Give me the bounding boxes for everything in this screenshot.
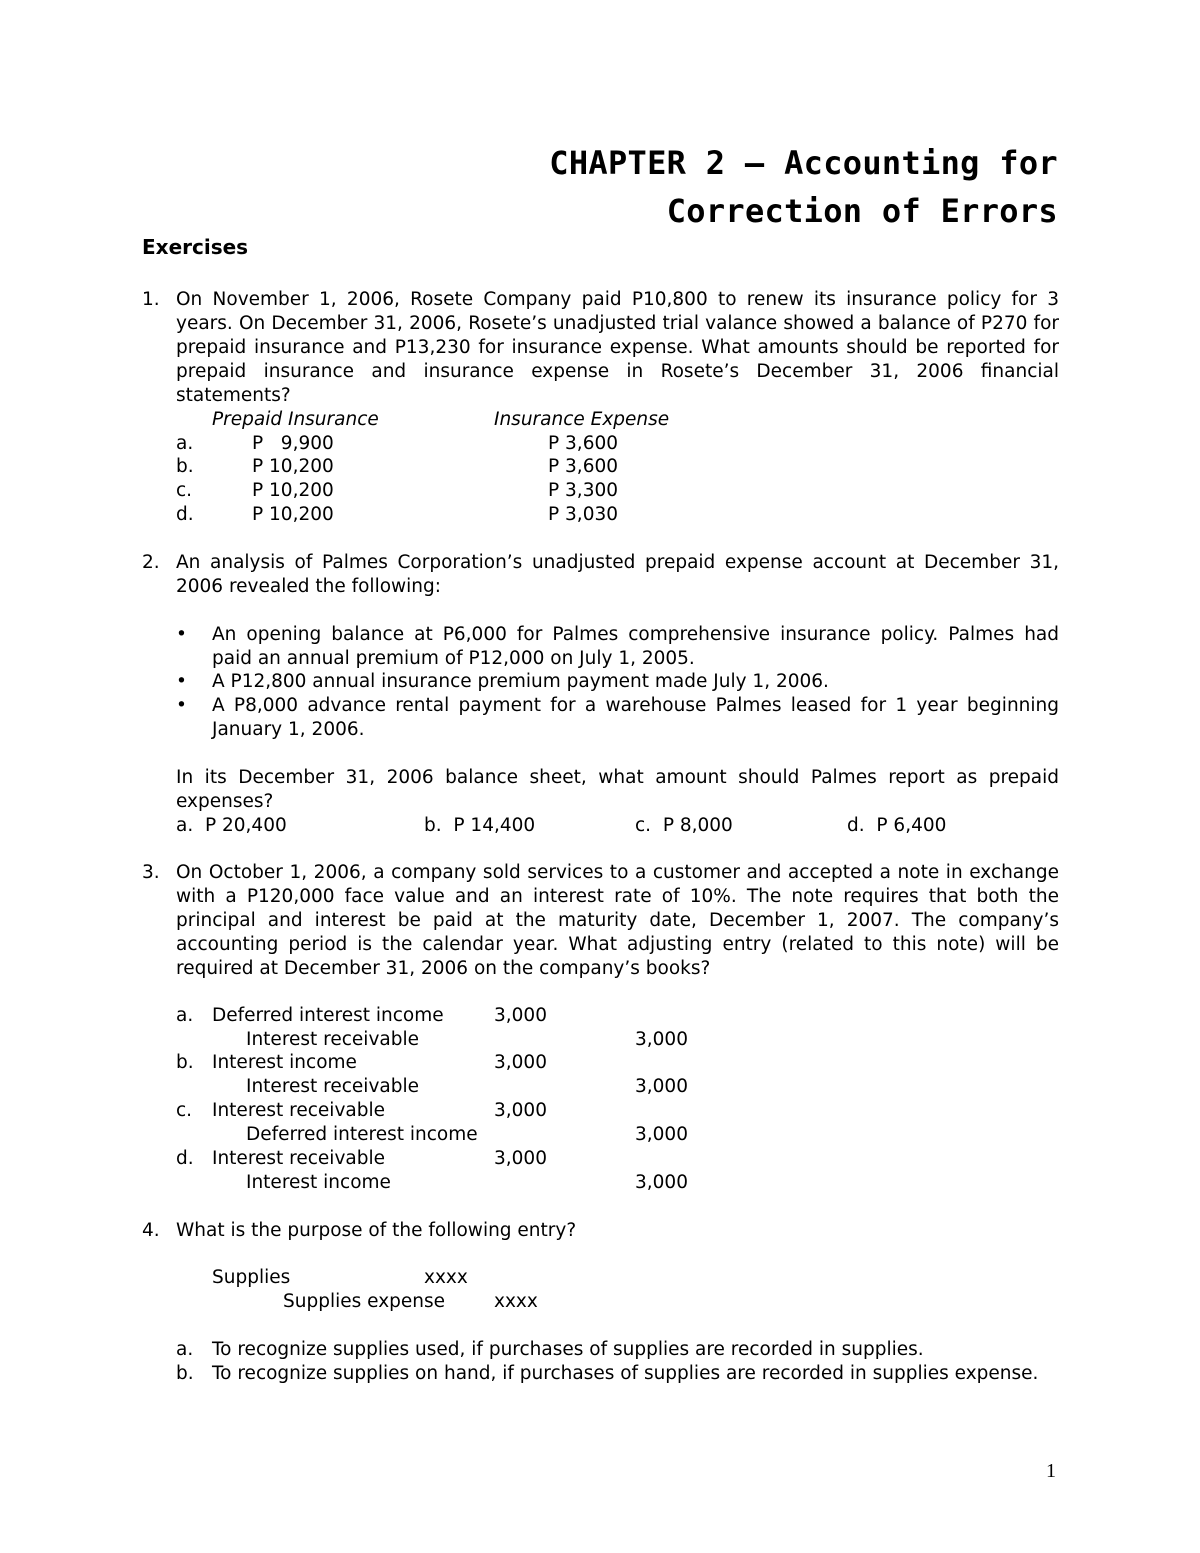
q2-option: b. P 14,400: [424, 815, 536, 836]
q3-option-letter: a.: [176, 1005, 194, 1026]
q1-col2-header: Insurance Expense: [494, 409, 670, 430]
page-number: 1: [1046, 1460, 1056, 1482]
q3-credit-account: Interest receivable: [246, 1029, 419, 1050]
q2-option: a. P 20,400: [176, 815, 287, 836]
bullet-icon: •: [176, 695, 187, 716]
q3-number: 3.: [142, 862, 160, 883]
q4-option-letter: a.: [176, 1339, 194, 1360]
q3-credit-amount: 3,000: [635, 1124, 688, 1145]
q2-bullet: An opening balance at P6,000 for Palmes comprehensive insurance policy. Palmes had paid an annual premium of P12,000 on July 1, 2005.: [212, 624, 1059, 669]
q2-intro: An analysis of Palmes Corporation’s unadjusted prepaid expense account at December 31, 2006 revealed the following:: [176, 552, 1059, 597]
q1-col1-header: Prepaid Insurance: [212, 409, 379, 430]
q3-credit-amount: 3,000: [635, 1076, 688, 1097]
q3-credit-account: Deferred interest income: [246, 1124, 478, 1145]
q3-text: On October 1, 2006, a company sold services to a customer and accepted a note in exchange with a P120,000 face value and an interest rate of 10%. The note requires that both the principal and interest be paid at the maturity date, December 1, 2007. The company’s accounting period is the calendar year. What adjusting entry (related to this note) will be required at December 31, 2006 on the company’s books?: [176, 862, 1059, 979]
q1-number: 1.: [142, 289, 160, 310]
q1-option-prepaid: P 10,200: [252, 480, 334, 501]
q1-text: On November 1, 2006, Rosete Company paid P10,800 to renew its insurance policy for 3 years. On December 31, 2006, Rosete’s unadjusted trial valance showed a balance of P270 for prepaid insurance and P13,230 for insurance expense. What amounts should be reported for prepaid insurance and insurance expense in Rosete’s December 31, 2006 financial statements?: [176, 289, 1059, 406]
q3-debit-account: Interest receivable: [212, 1148, 385, 1169]
q4-number: 4.: [142, 1220, 160, 1241]
q4-entry-credit-amount: xxxx: [494, 1291, 538, 1312]
q3-option-letter: b.: [176, 1052, 194, 1073]
q3-debit-amount: 3,000: [494, 1100, 547, 1121]
q2-option: c. P 8,000: [635, 815, 733, 836]
q3-debit-amount: 3,000: [494, 1052, 547, 1073]
q4-text: What is the purpose of the following entry?: [176, 1220, 577, 1241]
q1-option-letter: b.: [176, 456, 194, 477]
q2-bullet: A P8,000 advance rental payment for a warehouse Palmes leased for 1 year beginning January 1, 2006.: [212, 695, 1059, 740]
q1-option-expense: P 3,600: [548, 456, 618, 477]
q1-option-letter: a.: [176, 433, 194, 454]
chapter-title-line-2: Correction of Errors: [666, 192, 1058, 230]
q4-entry-credit-account: Supplies expense: [283, 1291, 446, 1312]
q4-entry-debit-amount: xxxx: [424, 1267, 468, 1288]
chapter-title-line-1: CHAPTER 2 – Accounting for: [549, 144, 1058, 182]
q3-debit-amount: 3,000: [494, 1005, 547, 1026]
q1-option-prepaid: P 10,200: [252, 456, 334, 477]
q1-option-expense: P 3,300: [548, 480, 618, 501]
q3-option-letter: c.: [176, 1100, 193, 1121]
bullet-icon: •: [176, 671, 187, 692]
q1-option-expense: P 3,030: [548, 504, 618, 525]
bullet-icon: •: [176, 624, 187, 645]
q2-question: In its December 31, 2006 balance sheet, what amount should Palmes report as prepaid expenses?: [176, 767, 1059, 812]
q3-debit-account: Interest income: [212, 1052, 357, 1073]
q3-credit-account: Interest receivable: [246, 1076, 419, 1097]
q3-debit-account: Interest receivable: [212, 1100, 385, 1121]
q2-number: 2.: [142, 552, 160, 573]
q3-option-letter: d.: [176, 1148, 194, 1169]
q1-option-letter: c.: [176, 480, 193, 501]
section-heading: Exercises: [142, 235, 249, 259]
q3-debit-account: Deferred interest income: [212, 1005, 444, 1026]
q2-option: d. P 6,400: [847, 815, 947, 836]
q3-debit-amount: 3,000: [494, 1148, 547, 1169]
q1-option-prepaid: P 10,200: [252, 504, 334, 525]
q3-credit-amount: 3,000: [635, 1172, 688, 1193]
q4-entry-debit-account: Supplies: [212, 1267, 291, 1288]
q1-option-prepaid: P 9,900: [252, 433, 334, 454]
q3-credit-amount: 3,000: [635, 1029, 688, 1050]
q1-option-letter: d.: [176, 504, 194, 525]
q4-option-text: To recognize supplies on hand, if purchases of supplies are recorded in supplies expense.: [212, 1363, 1039, 1384]
q3-credit-account: Interest income: [246, 1172, 391, 1193]
q2-bullet: A P12,800 annual insurance premium payment made July 1, 2006.: [212, 671, 829, 692]
q4-option-text: To recognize supplies used, if purchases of supplies are recorded in supplies.: [212, 1339, 924, 1360]
q4-option-letter: b.: [176, 1363, 194, 1384]
q1-option-expense: P 3,600: [548, 433, 618, 454]
